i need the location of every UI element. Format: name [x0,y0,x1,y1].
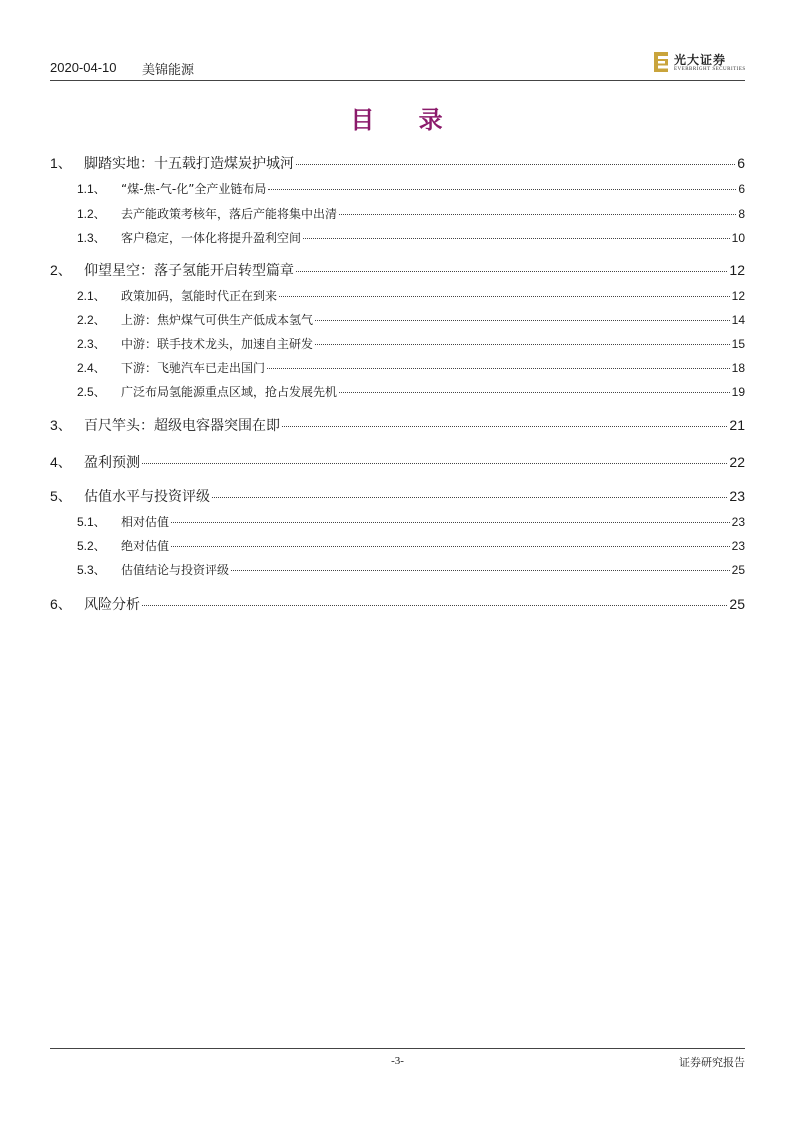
toc-entry-title: 仰望星空：落子氢能开启转型篇章 [84,263,294,279]
toc-entry-title: 百尺竿头：超级电容器突围在即 [84,418,280,434]
toc-dot-leader [212,497,727,498]
toc-entry-number: 5.2、 [77,539,106,553]
toc-entry-title: 盈利预测 [84,455,140,471]
toc-entry-number: 1、 [50,155,72,171]
toc-entry-page: 6 [737,155,745,171]
toc-entry-number: 5、 [50,488,72,504]
toc-entry-number: 1.1、 [77,182,106,196]
toc-entry[interactable] [50,452,745,472]
toc-entry[interactable] [50,153,745,173]
toc-entry-number: 2.4、 [77,361,106,375]
toc-entry-number: 5.3、 [77,563,106,577]
toc-entry[interactable] [50,594,745,614]
toc-dot-leader [303,238,730,239]
everbright-logo-mark-icon [653,51,669,73]
toc-entry-title: 估值结论与投资评级 [121,563,230,577]
toc-entry-title: 估值水平与投资评级 [84,489,210,505]
toc-dot-leader [339,214,736,215]
toc-entry-title: 去产能政策考核年，落后产能将集中出清 [121,207,338,221]
toc-entry[interactable] [50,180,745,197]
toc-entry-title: “煤-焦-气-化”全产业链布局 [121,182,267,196]
toc-entry-page: 25 [729,596,745,612]
toc-entry-page: 23 [731,515,745,529]
toc-dot-leader [339,392,730,393]
toc-entry-title: 绝对估值 [121,539,170,553]
everbright-logo [653,50,746,76]
toc-entry[interactable] [50,415,745,435]
toc-entry[interactable] [50,513,745,530]
toc-entry-page: 21 [729,417,745,433]
report-date: 2020-04-10 [50,60,117,75]
toc-dot-leader [231,570,730,571]
toc-entry-page: 23 [731,539,745,553]
toc-entry-number: 4、 [50,454,72,470]
toc-dot-leader [296,164,735,165]
toc-entry[interactable] [50,561,745,578]
toc-entry-number: 2.3、 [77,337,106,351]
toc-entry-page: 12 [731,289,745,303]
toc-entry-number: 5.1、 [77,515,106,529]
toc-entry-page: 23 [729,488,745,504]
toc-entry[interactable] [50,205,745,222]
toc-entry[interactable] [50,260,745,280]
toc-dot-leader [315,320,730,321]
toc-entry[interactable] [50,335,745,352]
toc-entry-page: 14 [731,313,745,327]
toc-entry[interactable] [50,486,745,506]
toc-entry[interactable] [50,359,745,376]
toc-entry-title: 中游：联手技术龙头，加速自主研发 [121,337,314,351]
toc-dot-leader [267,368,730,369]
toc-dot-leader [296,271,727,272]
toc-entry-page: 22 [729,454,745,470]
toc-title: 目 录 [350,106,461,134]
company-name: 美锦能源 [142,63,195,78]
toc-entry[interactable] [50,229,745,246]
toc-entry-number: 1.3、 [77,231,106,245]
toc-entry-page: 18 [731,361,745,375]
toc-dot-leader [282,426,727,427]
toc-dot-leader [268,189,736,190]
toc-entry-page: 15 [731,337,745,351]
toc-entry[interactable] [50,537,745,554]
toc-entry-number: 6、 [50,596,72,612]
toc-entry-number: 1.2、 [77,207,106,221]
toc-dot-leader [171,522,730,523]
toc-entry-page: 12 [729,262,745,278]
toc-entry-page: 6 [738,182,745,196]
toc-entry-number: 2.5、 [77,385,106,399]
page-header [50,44,745,81]
toc-dot-leader [142,605,727,606]
page-number: -3- [391,1055,404,1067]
toc-entry-page: 25 [731,563,745,577]
toc-entry-number: 2、 [50,262,72,278]
toc-entry-title: 政策加码，氢能时代正在到来 [121,289,278,303]
logo-chinese-name: 光大证券 [674,53,727,67]
toc-entry-page: 19 [731,385,745,399]
toc-entry-page: 10 [731,231,745,245]
toc-dot-leader [315,344,730,345]
logo-english-name: EVERBRIGHT SECURITIES [674,67,746,72]
toc-entry-title: 下游：飞驰汽车已走出国门 [121,361,266,375]
toc-entry[interactable] [50,311,745,328]
toc-entry-number: 2.2、 [77,313,106,327]
toc-entry-title: 相对估值 [121,515,170,529]
toc-entry-title: 广泛布局氢能源重点区域，抢占发展先机 [121,385,338,399]
toc-entry-title: 风险分析 [84,597,140,613]
toc-entry-page: 8 [738,207,745,221]
toc-entry-number: 2.1、 [77,289,106,303]
toc-entry-title: 客户稳定，一体化将提升盈利空间 [121,231,302,245]
toc-entry-title: 上游：焦炉煤气可供生产低成本氢气 [121,313,314,327]
toc-dot-leader [171,546,730,547]
toc-dot-leader [279,296,730,297]
toc-entry-title: 脚踏实地：十五载打造煤炭护城河 [84,156,294,172]
toc-entry-number: 3、 [50,417,72,433]
toc-entry[interactable] [50,287,745,304]
report-type: 证券研究报告 [679,1056,745,1069]
page-footer [50,1048,745,1073]
toc-entry[interactable] [50,383,745,400]
toc-dot-leader [142,463,727,464]
